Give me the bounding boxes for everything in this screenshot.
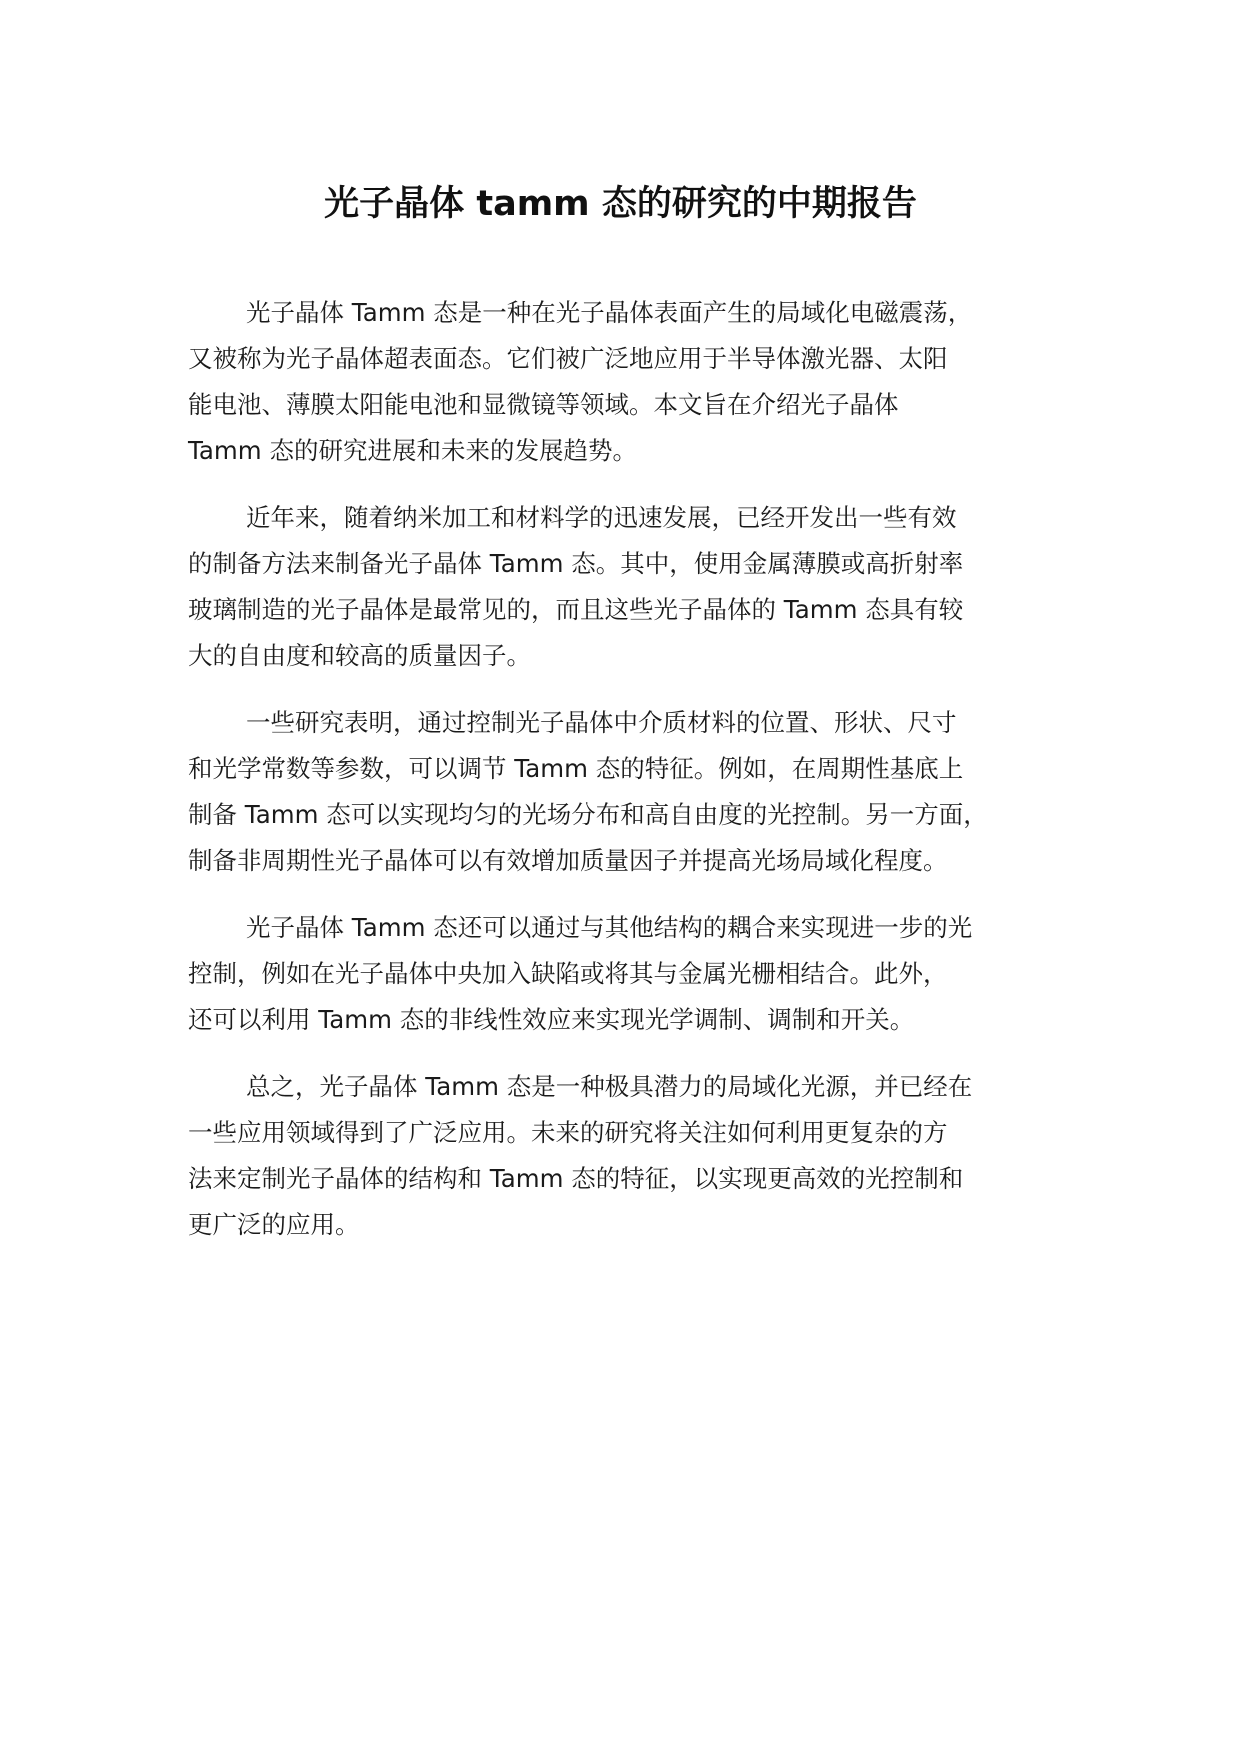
paragraph-line: 光子晶体 Tamm 态还可以通过与其他结构的耦合来实现进一步的光 [246,913,973,942]
paragraph-1 [188,290,1068,474]
paragraph-line: 近年来，随着纳米加工和材料学的迅速发展，已经开发出一些有效 [246,503,957,532]
paragraph-3 [188,700,1068,884]
paragraph-5 [188,1064,1068,1248]
paragraph-line: 光子晶体 Tamm 态是一种在光子晶体表面产生的局域化电磁震荡， [246,298,973,327]
paragraph-line: 还可以利用 Tamm 态的非线性效应来实现光学调制、调制和开关。 [188,1005,915,1034]
paragraph-line: 又被称为光子晶体超表面态。它们被广泛地应用于半导体激光器、太阳 [188,344,948,373]
document-body [188,290,1068,1269]
paragraph-line: 控制，例如在光子晶体中央加入缺陷或将其与金属光栅相结合。此外， [188,959,948,988]
paragraph-line: 制备 Tamm 态可以实现均匀的光场分布和高自由度的光控制。另一方面， [188,800,988,829]
paragraph-line: 的制备方法来制备光子晶体 Tamm 态。其中，使用金属薄膜或高折射率 [188,549,964,578]
document-title: 光子晶体 tamm 态的研究的中期报告 [324,184,917,224]
paragraph-line: 制备非周期性光子晶体可以有效增加质量因子并提高光场局域化程度。 [188,846,948,875]
paragraph-line: 大的自由度和较高的质量因子。 [188,641,531,670]
paragraph-4 [188,905,1068,1043]
paragraph-line: 法来定制光子晶体的结构和 Tamm 态的特征，以实现更高效的光控制和 [188,1164,964,1193]
paragraph-line: 一些应用领域得到了广泛应用。未来的研究将关注如何利用更复杂的方 [188,1118,948,1147]
paragraph-line: 更广泛的应用。 [188,1210,360,1239]
paragraph-line: 玻璃制造的光子晶体是最常见的，而且这些光子晶体的 Tamm 态具有较 [188,595,964,624]
paragraph-line: 总之，光子晶体 Tamm 态是一种极具潜力的局域化光源，并已经在 [246,1072,973,1101]
paragraph-line: 一些研究表明，通过控制光子晶体中介质材料的位置、形状、尺寸 [246,708,957,737]
paragraph-line: 能电池、薄膜太阳能电池和显微镜等领域。本文旨在介绍光子晶体 [188,390,899,419]
paragraph-2 [188,495,1068,679]
paragraph-line: Tamm 态的研究进展和未来的发展趋势。 [188,436,637,465]
paragraph-line: 和光学常数等参数，可以调节 Tamm 态的特征。例如，在周期性基底上 [188,754,964,783]
